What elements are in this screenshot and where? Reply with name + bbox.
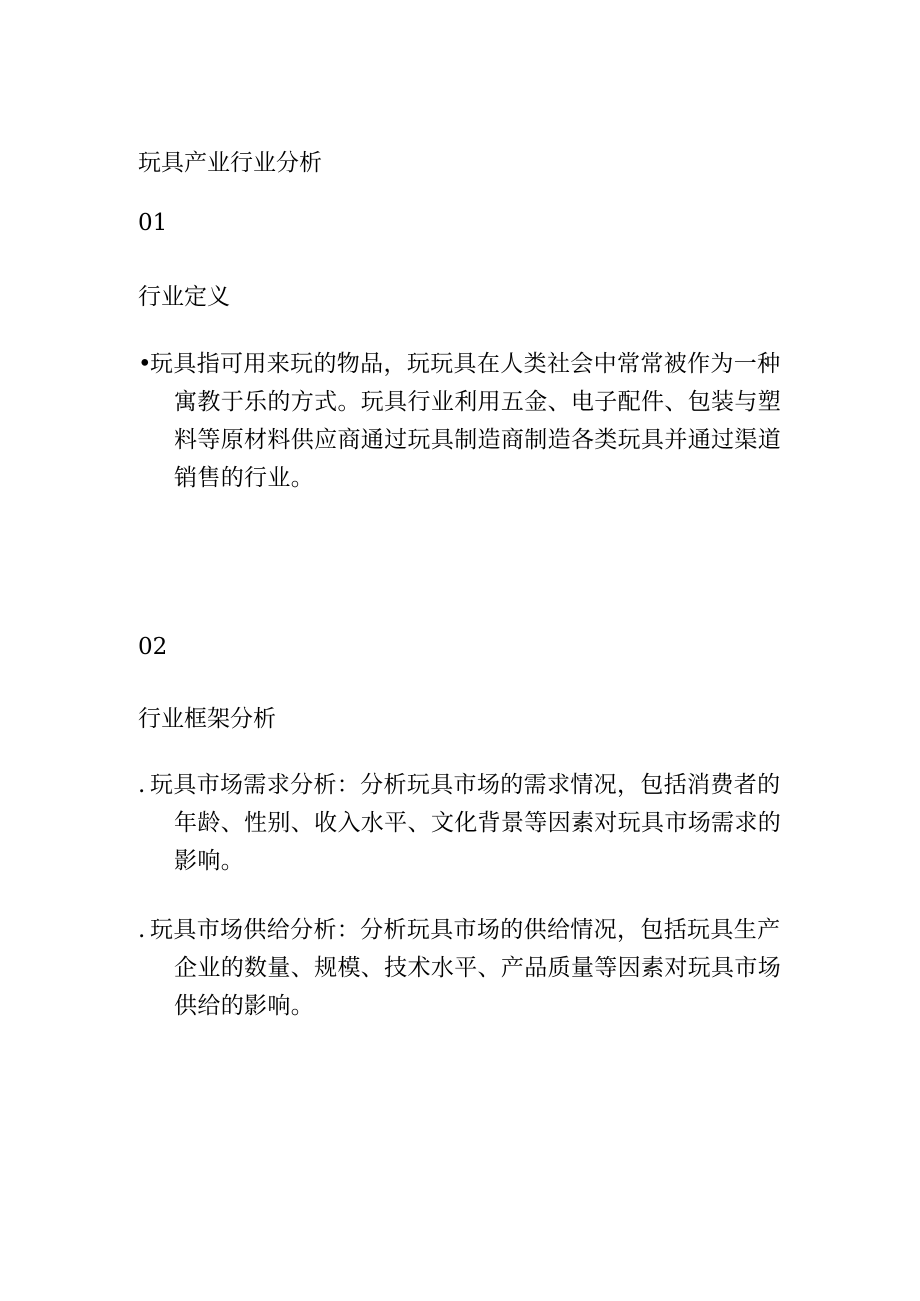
paragraph-lead-text: 玩具市场需求分析：分析玩具市场的需求情况，包括消费者的 [150, 772, 781, 798]
definition-paragraph [138, 345, 788, 497]
paragraph-first-line [138, 766, 788, 804]
paragraph-continuation: 企业的数量、规模、技术水平、产品质量等因素对玩具市场供给的影响。 [174, 955, 782, 1019]
section-number-02: 02 [138, 634, 168, 660]
section-heading-framework: 行业框架分析 [138, 706, 276, 732]
supply-analysis-paragraph [138, 911, 788, 1025]
paragraph-continuation: 年龄、性别、收入水平、文化背景等因素对玩具市场需求的影响。 [174, 810, 782, 874]
paragraph-first-line [138, 345, 788, 383]
paragraph-first-line [138, 911, 788, 949]
section-heading-definition: 行业定义 [138, 284, 230, 310]
paragraph-continuation: 寓教于乐的方式。玩具行业利用五金、电子配件、包装与塑料等原材料供应商通过玩具制造商制造各类玩具并通过渠道销售的行业。 [174, 389, 782, 491]
paragraph-lead-text: 玩具市场供给分析：分析玩具市场的供给情况，包括玩具生产 [150, 917, 781, 943]
list-marker: . [138, 917, 146, 943]
list-marker: . [138, 772, 146, 798]
paragraph-lead-text: 玩具指可用来玩的物品，玩玩具在人类社会中常常被作为一种 [150, 351, 781, 377]
section-number-01: 01 [138, 210, 168, 236]
bullet-marker: • [138, 351, 152, 377]
demand-analysis-paragraph [138, 766, 788, 880]
document-title: 玩具产业行业分析 [138, 150, 322, 176]
